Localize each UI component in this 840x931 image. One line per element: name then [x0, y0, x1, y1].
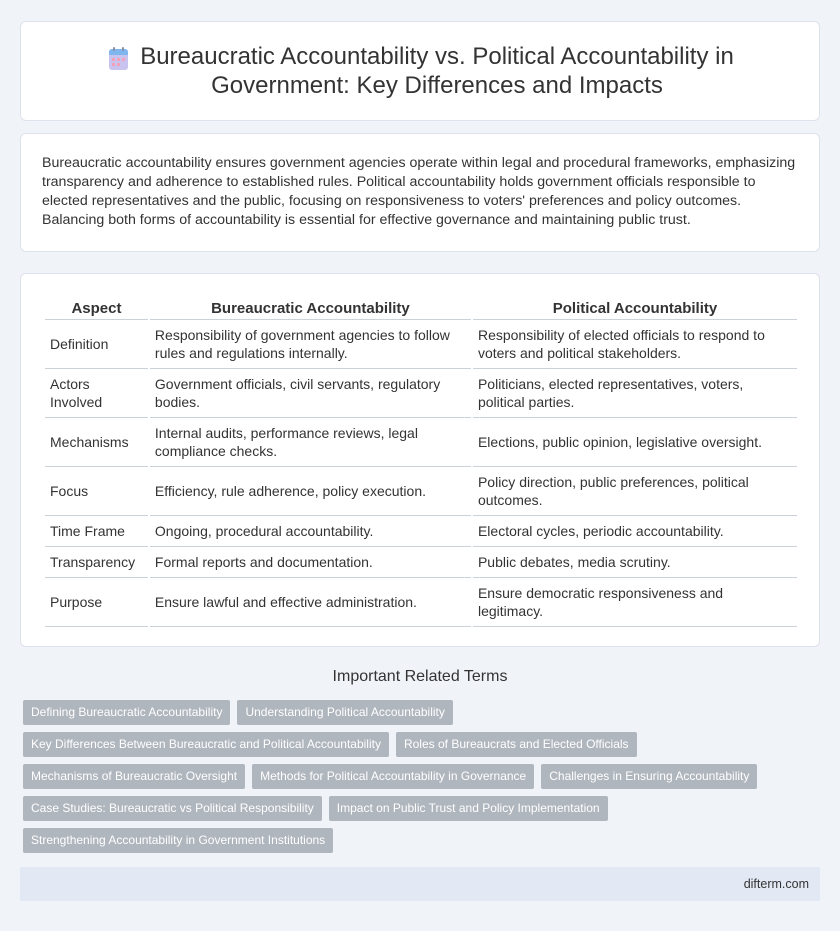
tag-row — [23, 796, 823, 821]
footer — [20, 867, 820, 901]
tag-row — [23, 700, 823, 725]
cell-political: Ensure democratic responsiveness and legitimacy. — [473, 578, 797, 627]
document-icon — [106, 46, 132, 72]
header-bureaucratic: Bureaucratic Accountability — [150, 296, 471, 320]
table-header-row — [45, 296, 797, 320]
table-row — [45, 516, 797, 547]
header-political: Political Accountability — [473, 296, 797, 320]
table-row — [45, 418, 797, 467]
related-terms-heading: Important Related Terms — [332, 668, 508, 685]
cell-bureaucratic: Responsibility of government agencies to follow rules and regulations internally. — [150, 320, 471, 369]
related-term-tag[interactable]: Strengthening Accountability in Government Institutions — [23, 828, 333, 853]
cell-aspect: Purpose — [45, 578, 148, 627]
header-card — [20, 21, 820, 121]
cell-aspect: Actors Involved — [45, 369, 148, 418]
related-term-tag[interactable]: Case Studies: Bureaucratic vs Political Responsibility — [23, 796, 322, 821]
page-title — [140, 42, 734, 100]
cell-political: Public debates, media scrutiny. — [473, 547, 797, 578]
related-term-tag[interactable]: Challenges in Ensuring Accountability — [541, 764, 757, 789]
table-row — [45, 547, 797, 578]
comparison-table — [43, 296, 799, 627]
cell-political: Politicians, elected representatives, voters, political parties. — [473, 369, 797, 418]
cell-political: Elections, public opinion, legislative oversight. — [473, 418, 797, 467]
table-row — [45, 320, 797, 369]
cell-aspect: Mechanisms — [45, 418, 148, 467]
intro-paragraph: Bureaucratic accountability ensures government agencies operate within legal and procedural frameworks, emphasizing transparency and adherence to established rules. Political accountability holds government officials responsible to elected representatives and the public, focusing on responsiveness to voters' preferences and policy outcomes. Balancing both forms of accountability is essential for effective governance and maintaining public trust. — [42, 155, 796, 228]
tag-row — [23, 828, 823, 853]
tag-row — [23, 764, 823, 789]
intro-card — [20, 133, 820, 252]
cell-bureaucratic: Formal reports and documentation. — [150, 547, 471, 578]
related-term-tag[interactable]: Impact on Public Trust and Policy Implementation — [329, 796, 608, 821]
cell-aspect: Time Frame — [45, 516, 148, 547]
page-title-line1: Bureaucratic Accountability vs. Political Accountability in — [140, 43, 734, 70]
cell-political: Electoral cycles, periodic accountability. — [473, 516, 797, 547]
related-terms-list — [23, 700, 823, 860]
related-term-tag[interactable]: Defining Bureaucratic Accountability — [23, 700, 230, 725]
comparison-table-card — [20, 273, 820, 647]
table-row — [45, 369, 797, 418]
page-title-line2: Government: Key Differences and Impacts — [211, 72, 663, 99]
header-aspect: Aspect — [45, 296, 148, 320]
tag-row — [23, 732, 823, 757]
cell-bureaucratic: Ongoing, procedural accountability. — [150, 516, 471, 547]
related-term-tag[interactable]: Roles of Bureaucrats and Elected Officials — [396, 732, 637, 757]
related-term-tag[interactable]: Mechanisms of Bureaucratic Oversight — [23, 764, 245, 789]
cell-bureaucratic: Efficiency, rule adherence, policy execution. — [150, 467, 471, 516]
cell-bureaucratic: Internal audits, performance reviews, legal compliance checks. — [150, 418, 471, 467]
cell-aspect: Transparency — [45, 547, 148, 578]
cell-aspect: Focus — [45, 467, 148, 516]
cell-political: Responsibility of elected officials to respond to voters and political stakeholders. — [473, 320, 797, 369]
related-term-tag[interactable]: Key Differences Between Bureaucratic and Political Accountability — [23, 732, 389, 757]
cell-aspect: Definition — [45, 320, 148, 369]
cell-political: Policy direction, public preferences, political outcomes. — [473, 467, 797, 516]
related-term-tag[interactable]: Methods for Political Accountability in Governance — [252, 764, 534, 789]
footer-site-link[interactable]: difterm.com — [743, 877, 809, 891]
related-term-tag[interactable]: Understanding Political Accountability — [237, 700, 452, 725]
table-row — [45, 467, 797, 516]
table-row — [45, 578, 797, 627]
cell-bureaucratic: Government officials, civil servants, regulatory bodies. — [150, 369, 471, 418]
cell-bureaucratic: Ensure lawful and effective administration. — [150, 578, 471, 627]
title-wrap — [70, 42, 770, 100]
